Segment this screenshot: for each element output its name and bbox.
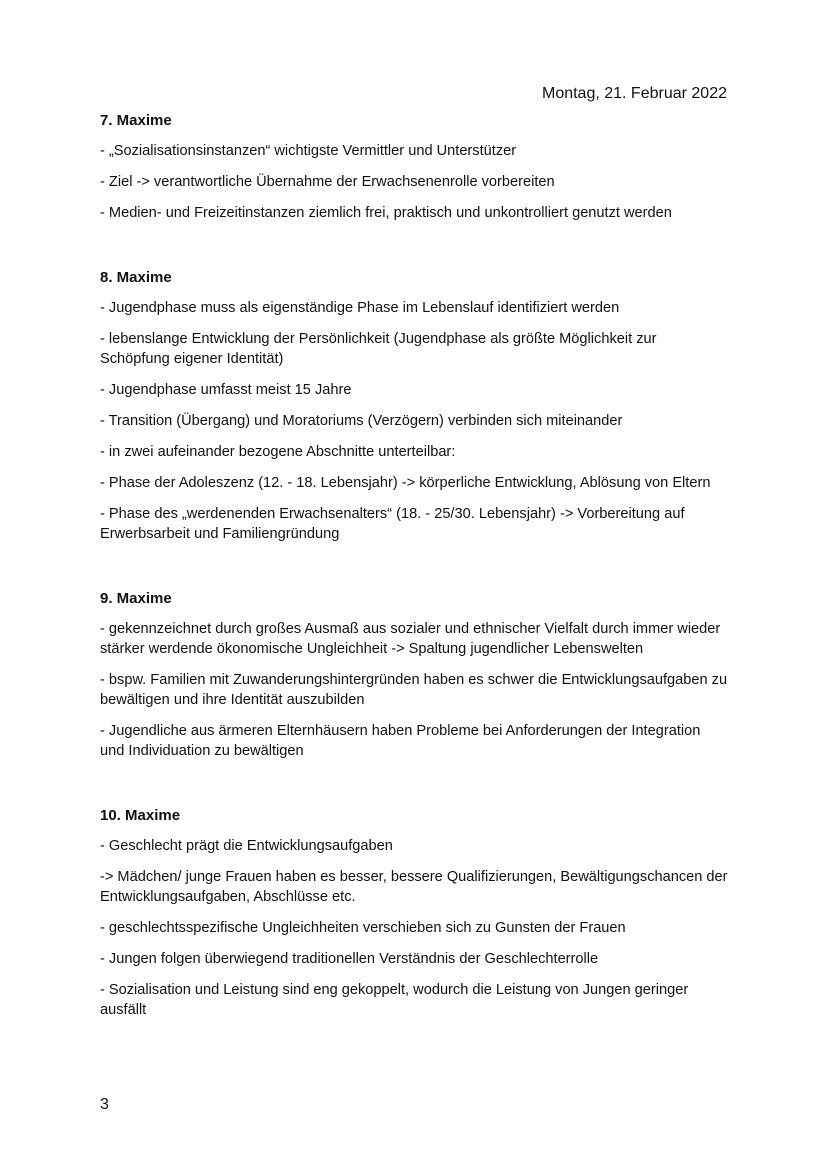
bullet-item: - Medien- und Freizeitinstanzen ziemlich frei, praktisch und unkontrolliert genutzt werden [100,205,672,221]
page-number: 3 [100,1096,109,1113]
bullet-item: - Jugendliche aus ärmeren Elternhäusern haben Probleme bei Anforderungen der Integration und Individuation zu bewältigen [100,723,701,759]
section-spacer [100,555,728,589]
bullet-item: - gekennzeichnet durch großes Ausmaß aus sozialer und ethnischer Vielfalt durch immer wieder stärker werdende ökonomische Ungleichheit -> Spaltung jugendlicher Lebenswelten [100,621,721,657]
document-content [100,111,728,1031]
section-spacer [100,772,728,806]
section-heading: 10. Maxime [100,807,181,824]
bullet-item: - Phase des „werdenenden Erwachsenalters“ (18. - 25/30. Lebensjahr) -> Vorbereitung auf Erwerbsarbeit und Familiengründung [100,506,685,542]
bullet-item: - Sozialisation und Leistung sind eng gekoppelt, wodurch die Leistung von Jungen geringer ausfällt [100,982,689,1018]
bullet-item: - Transition (Übergang) und Moratoriums (Verzögern) verbinden sich miteinander [100,413,623,429]
bullet-item: - bspw. Familien mit Zuwanderungshintergründen haben es schwer die Entwicklungsaufgaben zu bewältigen und ihre Identität auszubilden [100,672,728,708]
section-maxime-7 [100,111,728,223]
bullet-item: - geschlechtsspezifische Ungleichheiten verschieben sich zu Gunsten der Frauen [100,920,626,936]
document-date: Montag, 21. Februar 2022 [541,85,727,102]
bullet-item: -> Mädchen/ junge Frauen haben es besser, bessere Qualifizierungen, Bewältigungschancen der Entwicklungsaufgaben, Abschlüsse etc. [100,869,728,905]
bullet-item: - Phase der Adoleszenz (12. - 18. Lebensjahr) -> körperliche Entwicklung, Ablösung von Eltern [100,475,711,491]
bullet-item: - Ziel -> verantwortliche Übernahme der Erwachsenenrolle vorbereiten [100,174,555,190]
bullet-item: - Jugendphase umfasst meist 15 Jahre [100,382,352,398]
section-maxime-9 [100,589,728,761]
bullet-item: - „Sozialisationsinstanzen“ wichtigste Vermittler und Unterstützer [100,143,517,159]
section-heading: 9. Maxime [100,590,172,607]
section-maxime-8 [100,268,728,544]
section-heading: 7. Maxime [100,112,172,129]
bullet-item: - Jugendphase muss als eigenständige Phase im Lebenslauf identifiziert werden [100,300,620,316]
bullet-item: - Geschlecht prägt die Entwicklungsaufgaben [100,838,393,854]
section-spacer [100,234,728,268]
bullet-item: - in zwei aufeinander bezogene Abschnitte unterteilbar: [100,444,456,460]
section-maxime-10 [100,806,728,1020]
section-heading: 8. Maxime [100,269,172,286]
bullet-item: - Jungen folgen überwiegend traditionellen Verständnis der Geschlechterrolle [100,951,599,967]
bullet-item: - lebenslange Entwicklung der Persönlichkeit (Jugendphase als größte Möglichkeit zur Schöpfung eigener Identität) [100,331,657,367]
